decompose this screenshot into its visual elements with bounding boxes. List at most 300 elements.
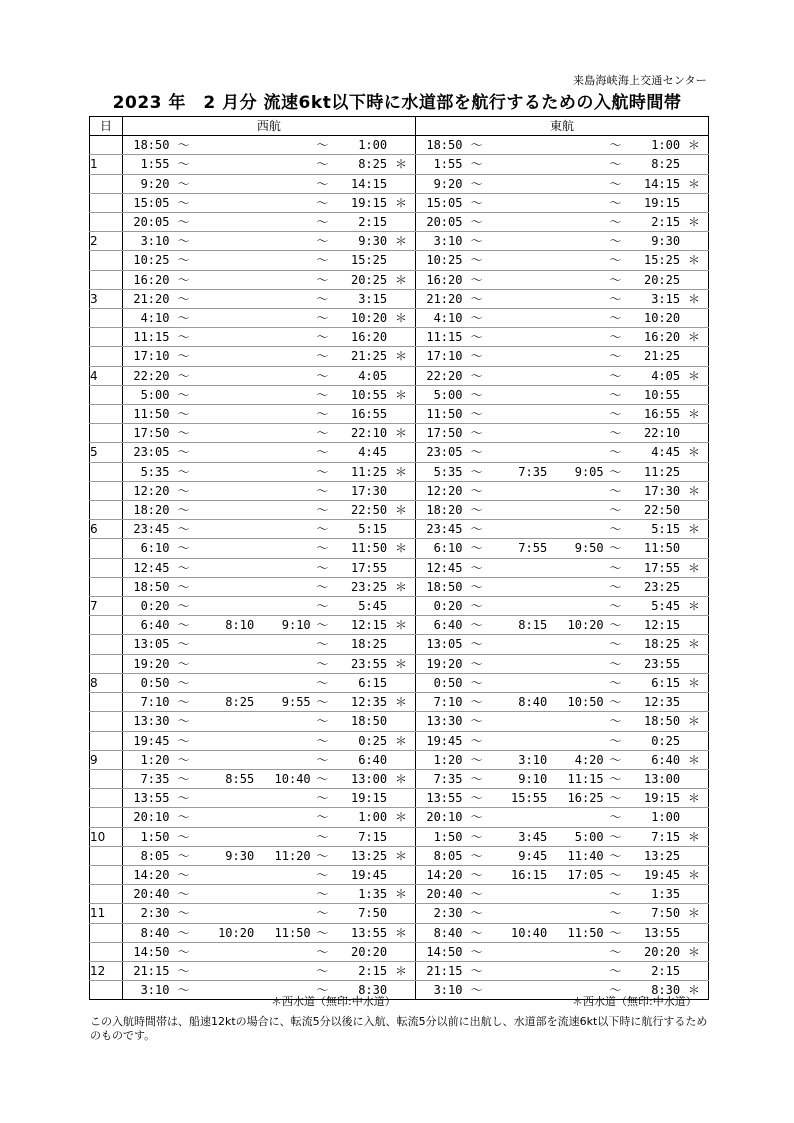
east-end-time: 23:25 (627, 577, 680, 596)
east-mid-time-2 (547, 309, 603, 328)
east-channel-mark: ＊ (680, 981, 708, 1000)
west-mid-time-1 (198, 597, 254, 616)
east-start-time: 20:40 (415, 885, 462, 904)
east-start-time: 8:40 (415, 923, 462, 942)
west-channel-mark (387, 405, 415, 424)
wave-dash: ～ (169, 885, 197, 904)
east-channel-mark: ＊ (680, 405, 708, 424)
east-channel-mark: ＊ (680, 673, 708, 692)
west-start-time: 2:30 (122, 904, 169, 923)
east-end-time: 5:45 (627, 597, 680, 616)
west-start-time: 6:40 (122, 616, 169, 635)
table-row (90, 539, 709, 558)
wave-dash: ～ (462, 942, 490, 961)
east-end-time: 4:45 (627, 443, 680, 462)
west-start-time: 1:55 (122, 155, 169, 174)
day-cell (90, 885, 123, 904)
west-start-time: 13:30 (122, 712, 169, 731)
west-channel-mark (387, 366, 415, 385)
west-mid-time-2 (254, 174, 310, 193)
east-start-time: 18:50 (415, 136, 462, 155)
wave-dash: ～ (604, 251, 628, 270)
east-start-time: 5:00 (415, 385, 462, 404)
west-mid-time-1 (198, 731, 254, 750)
wave-dash: ～ (169, 865, 197, 884)
table-row (90, 501, 709, 520)
west-channel-mark (387, 635, 415, 654)
wave-dash: ～ (169, 347, 197, 366)
day-cell: 1 (90, 155, 123, 174)
west-start-time: 19:20 (122, 654, 169, 673)
wave-dash: ～ (311, 270, 335, 289)
wave-dash: ～ (169, 616, 197, 635)
east-mid-time-2: 16:25 (547, 789, 603, 808)
east-channel-mark: ＊ (680, 174, 708, 193)
wave-dash: ～ (169, 385, 197, 404)
east-channel-mark (680, 385, 708, 404)
west-end-time: 15:25 (334, 251, 387, 270)
east-end-time: 13:55 (627, 923, 680, 942)
west-mid-time-1 (198, 501, 254, 520)
table-row (90, 961, 709, 980)
west-header: 西航 (122, 117, 415, 136)
west-start-time: 23:05 (122, 443, 169, 462)
west-start-time: 7:10 (122, 693, 169, 712)
east-mid-time-2 (547, 808, 603, 827)
wave-dash: ～ (169, 712, 197, 731)
wave-dash: ～ (462, 193, 490, 212)
east-end-time: 13:00 (627, 769, 680, 788)
east-start-time: 13:30 (415, 712, 462, 731)
east-mid-time-1 (491, 808, 547, 827)
west-end-time: 2:15 (334, 213, 387, 232)
east-end-time: 20:25 (627, 270, 680, 289)
wave-dash: ～ (169, 635, 197, 654)
wave-dash: ～ (462, 270, 490, 289)
table-row (90, 520, 709, 539)
west-mid-time-2 (254, 961, 310, 980)
wave-dash: ～ (462, 712, 490, 731)
west-mid-time-1 (198, 232, 254, 251)
table-row (90, 693, 709, 712)
east-channel-mark: ＊ (680, 328, 708, 347)
wave-dash: ～ (604, 577, 628, 596)
table-row (90, 213, 709, 232)
east-end-time: 6:40 (627, 750, 680, 769)
west-channel-mark: ＊ (387, 577, 415, 596)
west-channel-mark (387, 443, 415, 462)
west-mid-time-2 (254, 232, 310, 251)
table-row (90, 424, 709, 443)
day-cell (90, 501, 123, 520)
east-mid-time-1 (491, 136, 547, 155)
east-end-time: 19:45 (627, 865, 680, 884)
east-end-time: 18:50 (627, 712, 680, 731)
east-mid-time-2: 10:20 (547, 616, 603, 635)
wave-dash: ～ (462, 501, 490, 520)
wave-dash: ～ (311, 923, 335, 942)
west-channel-mark: ＊ (387, 731, 415, 750)
east-mid-time-2 (547, 731, 603, 750)
east-end-time: 2:15 (627, 961, 680, 980)
day-cell (90, 981, 123, 1000)
east-mid-time-2: 17:05 (547, 865, 603, 884)
wave-dash: ～ (604, 597, 628, 616)
east-channel-mark: ＊ (680, 558, 708, 577)
wave-dash: ～ (462, 923, 490, 942)
west-channel-mark: ＊ (387, 616, 415, 635)
west-start-time: 3:10 (122, 232, 169, 251)
west-channel-mark: ＊ (387, 232, 415, 251)
wave-dash: ～ (604, 846, 628, 865)
west-mid-time-2 (254, 289, 310, 308)
east-mid-time-2 (547, 597, 603, 616)
west-mid-time-1 (198, 558, 254, 577)
wave-dash: ～ (604, 213, 628, 232)
west-start-time: 1:50 (122, 827, 169, 846)
day-cell: 10 (90, 827, 123, 846)
west-end-time: 16:20 (334, 328, 387, 347)
wave-dash: ～ (311, 251, 335, 270)
west-end-time: 4:45 (334, 443, 387, 462)
table-row (90, 865, 709, 884)
east-start-time: 1:20 (415, 750, 462, 769)
west-start-time: 11:50 (122, 405, 169, 424)
wave-dash: ～ (462, 654, 490, 673)
east-end-time: 15:25 (627, 251, 680, 270)
east-mid-time-1: 3:10 (491, 750, 547, 769)
day-cell (90, 942, 123, 961)
east-mid-time-1 (491, 481, 547, 500)
wave-dash: ～ (169, 904, 197, 923)
west-mid-time-1 (198, 712, 254, 731)
wave-dash: ～ (169, 462, 197, 481)
east-start-time: 22:20 (415, 366, 462, 385)
east-mid-time-2 (547, 155, 603, 174)
west-start-time: 16:20 (122, 270, 169, 289)
wave-dash: ～ (311, 443, 335, 462)
wave-dash: ～ (311, 213, 335, 232)
table-row (90, 789, 709, 808)
wave-dash: ～ (311, 520, 335, 539)
wave-dash: ～ (311, 750, 335, 769)
west-mid-time-2 (254, 558, 310, 577)
west-mid-time-1 (198, 654, 254, 673)
east-mid-time-1 (491, 577, 547, 596)
west-mid-time-1 (198, 539, 254, 558)
wave-dash: ～ (311, 789, 335, 808)
wave-dash: ～ (462, 981, 490, 1000)
table-row (90, 328, 709, 347)
west-mid-time-2: 9:10 (254, 616, 310, 635)
east-mid-time-1 (491, 654, 547, 673)
table-row (90, 731, 709, 750)
west-end-time: 7:50 (334, 904, 387, 923)
day-cell (90, 789, 123, 808)
west-mid-time-2: 9:55 (254, 693, 310, 712)
east-mid-time-2: 10:50 (547, 693, 603, 712)
east-start-time: 14:50 (415, 942, 462, 961)
west-mid-time-2 (254, 635, 310, 654)
wave-dash: ～ (311, 712, 335, 731)
wave-dash: ～ (169, 846, 197, 865)
west-channel-mark: ＊ (387, 693, 415, 712)
east-mid-time-1 (491, 731, 547, 750)
west-end-time: 10:55 (334, 385, 387, 404)
east-end-time: 20:20 (627, 942, 680, 961)
wave-dash: ～ (462, 174, 490, 193)
day-cell (90, 865, 123, 884)
east-start-time: 0:50 (415, 673, 462, 692)
west-mid-time-2 (254, 481, 310, 500)
east-mid-time-1 (491, 174, 547, 193)
wave-dash: ～ (462, 155, 490, 174)
west-mid-time-1 (198, 443, 254, 462)
west-mid-time-1 (198, 366, 254, 385)
east-mid-time-1: 8:15 (491, 616, 547, 635)
east-mid-time-1 (491, 942, 547, 961)
wave-dash: ～ (311, 539, 335, 558)
table-row (90, 232, 709, 251)
west-channel-mark (387, 213, 415, 232)
wave-dash: ～ (604, 981, 628, 1000)
east-mid-time-1 (491, 309, 547, 328)
east-channel-mark (680, 193, 708, 212)
east-end-time: 19:15 (627, 789, 680, 808)
east-mid-time-1: 10:40 (491, 923, 547, 942)
east-channel-mark: ＊ (680, 213, 708, 232)
west-end-time: 13:00 (334, 769, 387, 788)
wave-dash: ～ (604, 309, 628, 328)
west-start-time: 20:40 (122, 885, 169, 904)
west-channel-mark: ＊ (387, 923, 415, 942)
wave-dash: ～ (604, 462, 628, 481)
wave-dash: ～ (462, 577, 490, 596)
table-row (90, 885, 709, 904)
day-cell (90, 136, 123, 155)
west-mid-time-2 (254, 405, 310, 424)
west-channel-mark (387, 597, 415, 616)
west-mid-time-1 (198, 424, 254, 443)
wave-dash: ～ (462, 789, 490, 808)
west-start-time: 18:50 (122, 577, 169, 596)
east-end-time: 17:30 (627, 481, 680, 500)
wave-dash: ～ (311, 577, 335, 596)
day-cell: 12 (90, 961, 123, 980)
wave-dash: ～ (311, 654, 335, 673)
east-start-time: 7:10 (415, 693, 462, 712)
west-end-time: 5:15 (334, 520, 387, 539)
west-mid-time-2 (254, 712, 310, 731)
wave-dash: ～ (462, 597, 490, 616)
east-start-time: 19:45 (415, 731, 462, 750)
east-end-time: 1:00 (627, 808, 680, 827)
east-end-time: 7:15 (627, 827, 680, 846)
wave-dash: ～ (462, 424, 490, 443)
table-header-row (90, 117, 709, 136)
wave-dash: ～ (169, 942, 197, 961)
east-mid-time-1 (491, 270, 547, 289)
west-mid-time-2: 11:20 (254, 846, 310, 865)
east-end-time: 14:15 (627, 174, 680, 193)
east-end-time: 11:50 (627, 539, 680, 558)
west-start-time: 11:15 (122, 328, 169, 347)
east-end-time: 17:55 (627, 558, 680, 577)
east-end-time: 6:15 (627, 673, 680, 692)
west-end-time: 10:20 (334, 309, 387, 328)
west-mid-time-1 (198, 309, 254, 328)
wave-dash: ～ (311, 424, 335, 443)
east-start-time: 9:20 (415, 174, 462, 193)
west-mid-time-2 (254, 270, 310, 289)
wave-dash: ～ (311, 981, 335, 1000)
east-channel-mark (680, 577, 708, 596)
east-end-time: 1:35 (627, 885, 680, 904)
west-end-time: 12:35 (334, 693, 387, 712)
east-channel-mark (680, 846, 708, 865)
wave-dash: ～ (311, 904, 335, 923)
wave-dash: ～ (169, 174, 197, 193)
east-mid-time-2 (547, 328, 603, 347)
wave-dash: ～ (604, 769, 628, 788)
table-row (90, 443, 709, 462)
east-end-time: 22:50 (627, 501, 680, 520)
table-row (90, 193, 709, 212)
east-start-time: 21:20 (415, 289, 462, 308)
east-mid-time-2: 11:15 (547, 769, 603, 788)
wave-dash: ～ (311, 501, 335, 520)
west-legend: ＊西水道（無印:中水道） (271, 995, 396, 1008)
wave-dash: ～ (604, 789, 628, 808)
west-start-time: 3:10 (122, 981, 169, 1000)
west-start-time: 0:20 (122, 597, 169, 616)
wave-dash: ～ (604, 539, 628, 558)
east-mid-time-2: 5:00 (547, 827, 603, 846)
west-end-time: 23:55 (334, 654, 387, 673)
east-end-time: 21:25 (627, 347, 680, 366)
west-start-time: 13:05 (122, 635, 169, 654)
west-channel-mark: ＊ (387, 808, 415, 827)
wave-dash: ～ (462, 750, 490, 769)
wave-dash: ～ (462, 885, 490, 904)
wave-dash: ～ (311, 232, 335, 251)
east-legend: ＊西水道（無印:中水道） (572, 995, 697, 1008)
west-mid-time-2 (254, 136, 310, 155)
east-end-time: 16:55 (627, 405, 680, 424)
table-row (90, 136, 709, 155)
east-mid-time-1 (491, 347, 547, 366)
east-channel-mark: ＊ (680, 789, 708, 808)
wave-dash: ～ (462, 673, 490, 692)
east-channel-mark: ＊ (680, 942, 708, 961)
wave-dash: ～ (169, 520, 197, 539)
east-mid-time-1: 15:55 (491, 789, 547, 808)
west-end-time: 18:25 (334, 635, 387, 654)
west-channel-mark (387, 904, 415, 923)
wave-dash: ～ (604, 385, 628, 404)
wave-dash: ～ (169, 251, 197, 270)
east-channel-mark (680, 693, 708, 712)
west-mid-time-1 (198, 347, 254, 366)
west-mid-time-2 (254, 309, 310, 328)
east-channel-mark: ＊ (680, 750, 708, 769)
wave-dash: ～ (311, 635, 335, 654)
wave-dash: ～ (604, 616, 628, 635)
day-cell (90, 712, 123, 731)
west-start-time: 19:45 (122, 731, 169, 750)
east-start-time: 21:15 (415, 961, 462, 980)
west-mid-time-2 (254, 251, 310, 270)
west-mid-time-2 (254, 193, 310, 212)
table-row (90, 155, 709, 174)
wave-dash: ～ (604, 193, 628, 212)
east-end-time: 11:25 (627, 462, 680, 481)
west-start-time: 20:10 (122, 808, 169, 827)
wave-dash: ～ (462, 961, 490, 980)
east-channel-mark (680, 961, 708, 980)
west-start-time: 5:35 (122, 462, 169, 481)
table-row (90, 923, 709, 942)
east-start-time: 16:20 (415, 270, 462, 289)
wave-dash: ～ (604, 424, 628, 443)
wave-dash: ～ (604, 136, 628, 155)
day-cell: 11 (90, 904, 123, 923)
west-channel-mark (387, 558, 415, 577)
west-end-time: 13:25 (334, 846, 387, 865)
west-channel-mark (387, 251, 415, 270)
east-channel-mark: ＊ (680, 289, 708, 308)
west-channel-mark: ＊ (387, 654, 415, 673)
west-mid-time-1 (198, 789, 254, 808)
east-mid-time-2 (547, 270, 603, 289)
day-cell (90, 769, 123, 788)
wave-dash: ～ (604, 750, 628, 769)
west-end-time: 9:30 (334, 232, 387, 251)
east-start-time: 13:05 (415, 635, 462, 654)
organization-name: 来島海峡海上交通センター (573, 74, 707, 87)
east-start-time: 20:10 (415, 808, 462, 827)
east-mid-time-1 (491, 443, 547, 462)
day-cell (90, 616, 123, 635)
wave-dash: ～ (169, 654, 197, 673)
east-start-time: 6:10 (415, 539, 462, 558)
wave-dash: ～ (604, 366, 628, 385)
wave-dash: ～ (604, 501, 628, 520)
table-row (90, 385, 709, 404)
day-cell (90, 923, 123, 942)
west-mid-time-2 (254, 827, 310, 846)
west-mid-time-1 (198, 520, 254, 539)
wave-dash: ～ (604, 174, 628, 193)
west-channel-mark (387, 750, 415, 769)
west-channel-mark: ＊ (387, 385, 415, 404)
west-mid-time-2 (254, 347, 310, 366)
west-start-time: 20:05 (122, 213, 169, 232)
west-mid-time-1: 10:20 (198, 923, 254, 942)
wave-dash: ～ (311, 385, 335, 404)
east-channel-mark (680, 501, 708, 520)
west-mid-time-1 (198, 827, 254, 846)
table-row (90, 481, 709, 500)
east-channel-mark: ＊ (680, 827, 708, 846)
table-row (90, 597, 709, 616)
west-end-time: 22:10 (334, 424, 387, 443)
west-mid-time-1: 8:55 (198, 769, 254, 788)
wave-dash: ～ (604, 232, 628, 251)
day-cell (90, 462, 123, 481)
west-mid-time-1: 8:10 (198, 616, 254, 635)
west-end-time: 1:00 (334, 808, 387, 827)
